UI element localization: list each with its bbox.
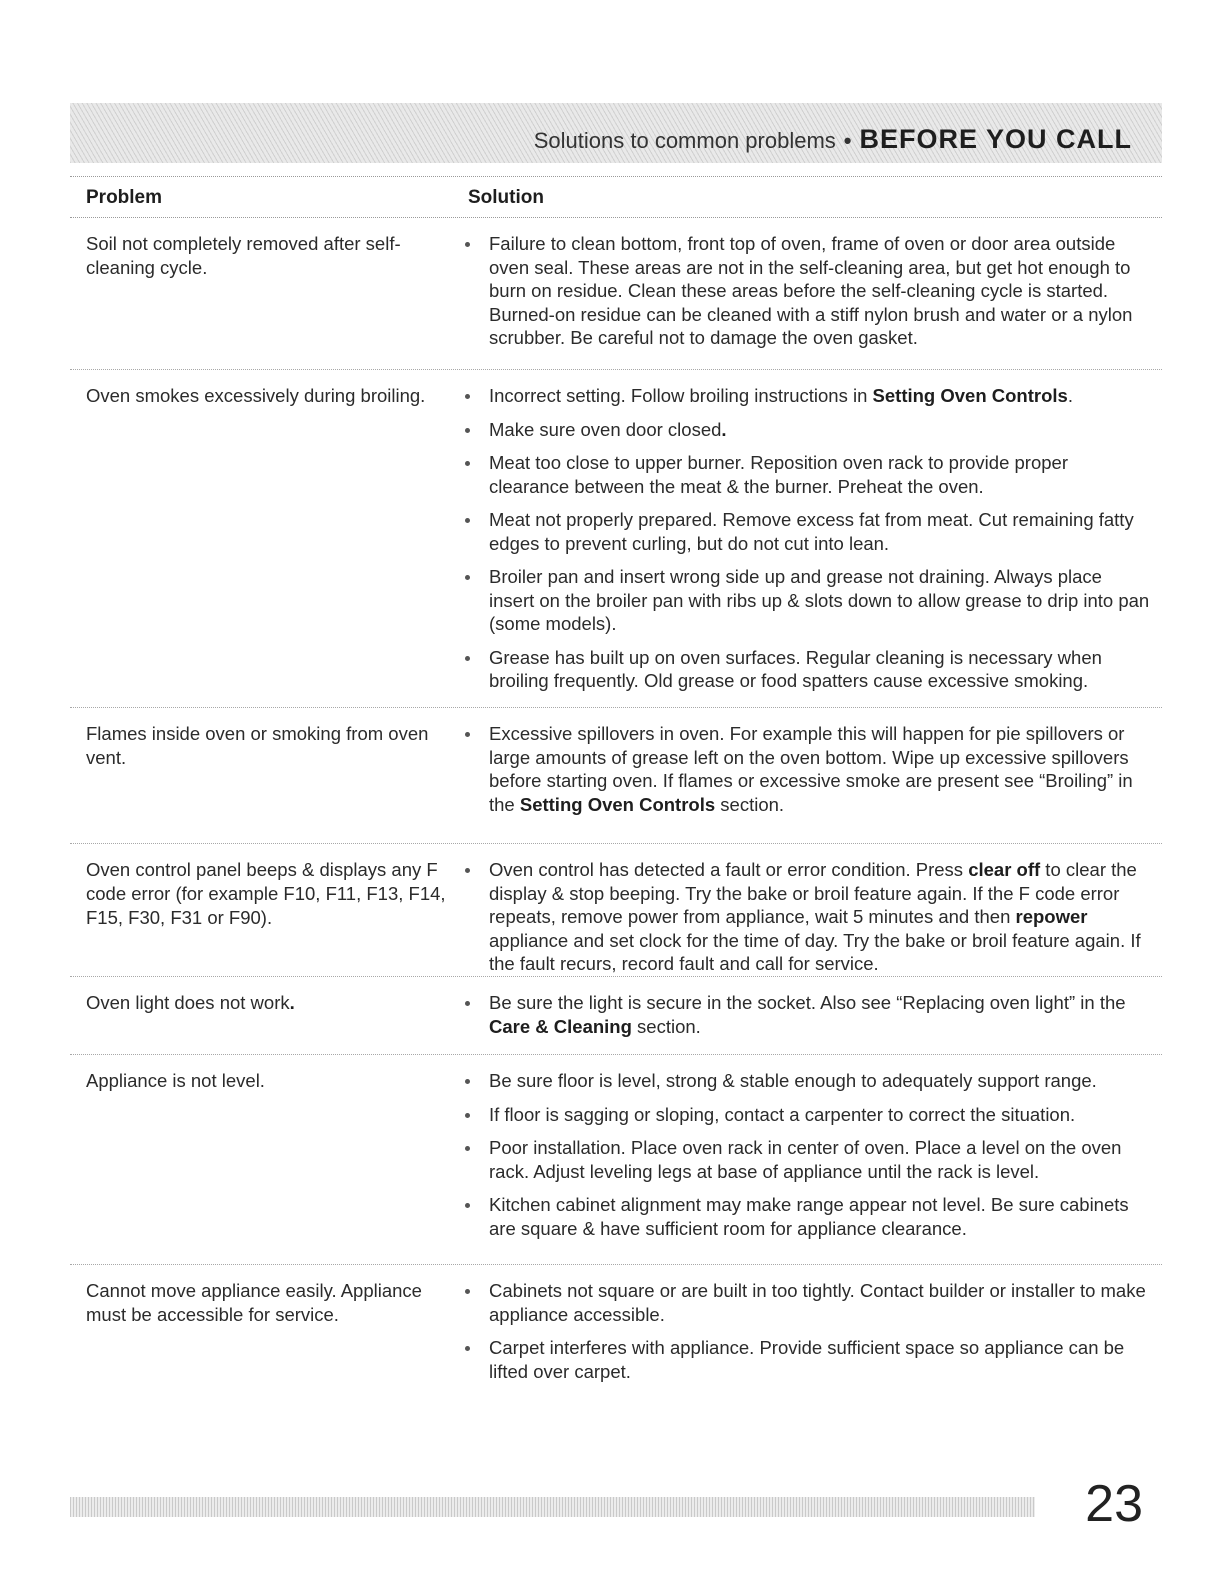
solution-item: Poor installation. Place oven rack in center of oven. Place a level on the oven rack. Adjust leveling legs at base of appliance until the rack is level. xyxy=(460,1136,1150,1183)
table-row xyxy=(70,1055,1162,1265)
solution-item: Meat too close to upper burner. Reposition oven rack to provide proper clearance between the meat & the burner. Preheat the oven. xyxy=(460,451,1150,498)
table-row xyxy=(70,370,1162,708)
banner-subtitle: Solutions to common problems xyxy=(533,127,836,153)
solution-list xyxy=(460,1279,1150,1393)
problem-column-header: Problem xyxy=(86,187,163,208)
solution-item: Failure to clean bottom, front top of oven, frame of oven or door area outside oven seal. These areas are not in the self-cleaning area, but get hot enough to burn on residue. Clean these areas before the self-cleaning cycle is started. Burned-on residue can be cleaned with a stiff nylon brush and water or a nylon scrubber. Be careful not to damage the oven gasket. xyxy=(460,232,1150,350)
solution-item: Incorrect setting. Follow broiling instructions in Setting Oven Controls. xyxy=(460,384,1150,408)
table-row xyxy=(70,218,1162,370)
table-header xyxy=(70,176,1162,218)
banner-separator: • xyxy=(843,127,852,153)
problem-text: Oven control panel beeps & displays any F code error (for example F10, F11, F13, F14, F15, F30, F31 or F90). xyxy=(86,859,446,928)
solution-item: If floor is sagging or sloping, contact a carpenter to correct the situation. xyxy=(460,1103,1150,1127)
solution-item: Broiler pan and insert wrong side up and grease not draining. Always place insert on the broiler pan with ribs up & slots down to allow grease to drip into pan (some models). xyxy=(460,565,1150,636)
solution-list xyxy=(460,1069,1150,1250)
banner-heading xyxy=(534,112,1132,155)
banner-title: BEFORE YOU CALL xyxy=(859,123,1132,154)
footer-bar xyxy=(70,1497,1035,1517)
problem-text: Cannot move appliance easily. Appliance must be accessible for service. xyxy=(86,1280,422,1325)
solution-list xyxy=(460,858,1150,986)
solution-item: Meat not properly prepared. Remove excess fat from meat. Cut remaining fatty edges to prevent curling, but do not cut into lean. xyxy=(460,508,1150,555)
solution-item: Carpet interferes with appliance. Provide sufficient space so appliance can be lifted over carpet. xyxy=(460,1336,1150,1383)
solution-item: Kitchen cabinet alignment may make range appear not level. Be sure cabinets are square & have sufficient room for appliance clearance. xyxy=(460,1193,1150,1240)
solution-list xyxy=(460,384,1150,703)
problem-text: Oven light does not work. xyxy=(86,992,295,1013)
problem-text: Appliance is not level. xyxy=(86,1070,265,1091)
solution-list xyxy=(460,991,1150,1048)
solution-item: Be sure floor is level, strong & stable enough to adequately support range. xyxy=(460,1069,1150,1093)
table-row xyxy=(70,1265,1162,1405)
page-number: 23 xyxy=(1085,1475,1143,1533)
solution-item: Grease has built up on oven surfaces. Regular cleaning is necessary when broiling frequently. Old grease or food spatters cause excessive smoking. xyxy=(460,646,1150,693)
solution-item: Make sure oven door closed. xyxy=(460,418,1150,442)
solution-list xyxy=(460,232,1150,360)
solution-item: Excessive spillovers in oven. For example this will happen for pie spillovers or large amounts of grease left on the oven bottom. Wipe up excessive spillovers before starting oven. If flames or excessive smoke are present see “Broiling” in the Setting Oven Controls section. xyxy=(460,722,1150,816)
solution-list xyxy=(460,722,1150,826)
table-row xyxy=(70,977,1162,1055)
problem-text: Flames inside oven or smoking from oven vent. xyxy=(86,723,429,768)
problem-text: Oven smokes excessively during broiling. xyxy=(86,385,426,406)
solution-column-header: Solution xyxy=(468,187,544,208)
table-row xyxy=(70,844,1162,977)
section-banner xyxy=(70,103,1162,163)
solution-item: Cabinets not square or are built in too tightly. Contact builder or installer to make appliance accessible. xyxy=(460,1279,1150,1326)
solution-item: Oven control has detected a fault or error condition. Press clear off to clear the display & stop beeping. Try the bake or broil feature again. If the F code error repeats, remove power from appliance, wait 5 minutes and then repower appliance and set clock for the time of day. Try the bake or broil feature again. If the fault recurs, record fault and call for service. xyxy=(460,858,1150,976)
table-row xyxy=(70,708,1162,844)
problem-text: Soil not completely removed after self-cleaning cycle. xyxy=(86,233,401,278)
solution-item: Be sure the light is secure in the socket. Also see “Replacing oven light” in the Care & Cleaning section. xyxy=(460,991,1150,1038)
